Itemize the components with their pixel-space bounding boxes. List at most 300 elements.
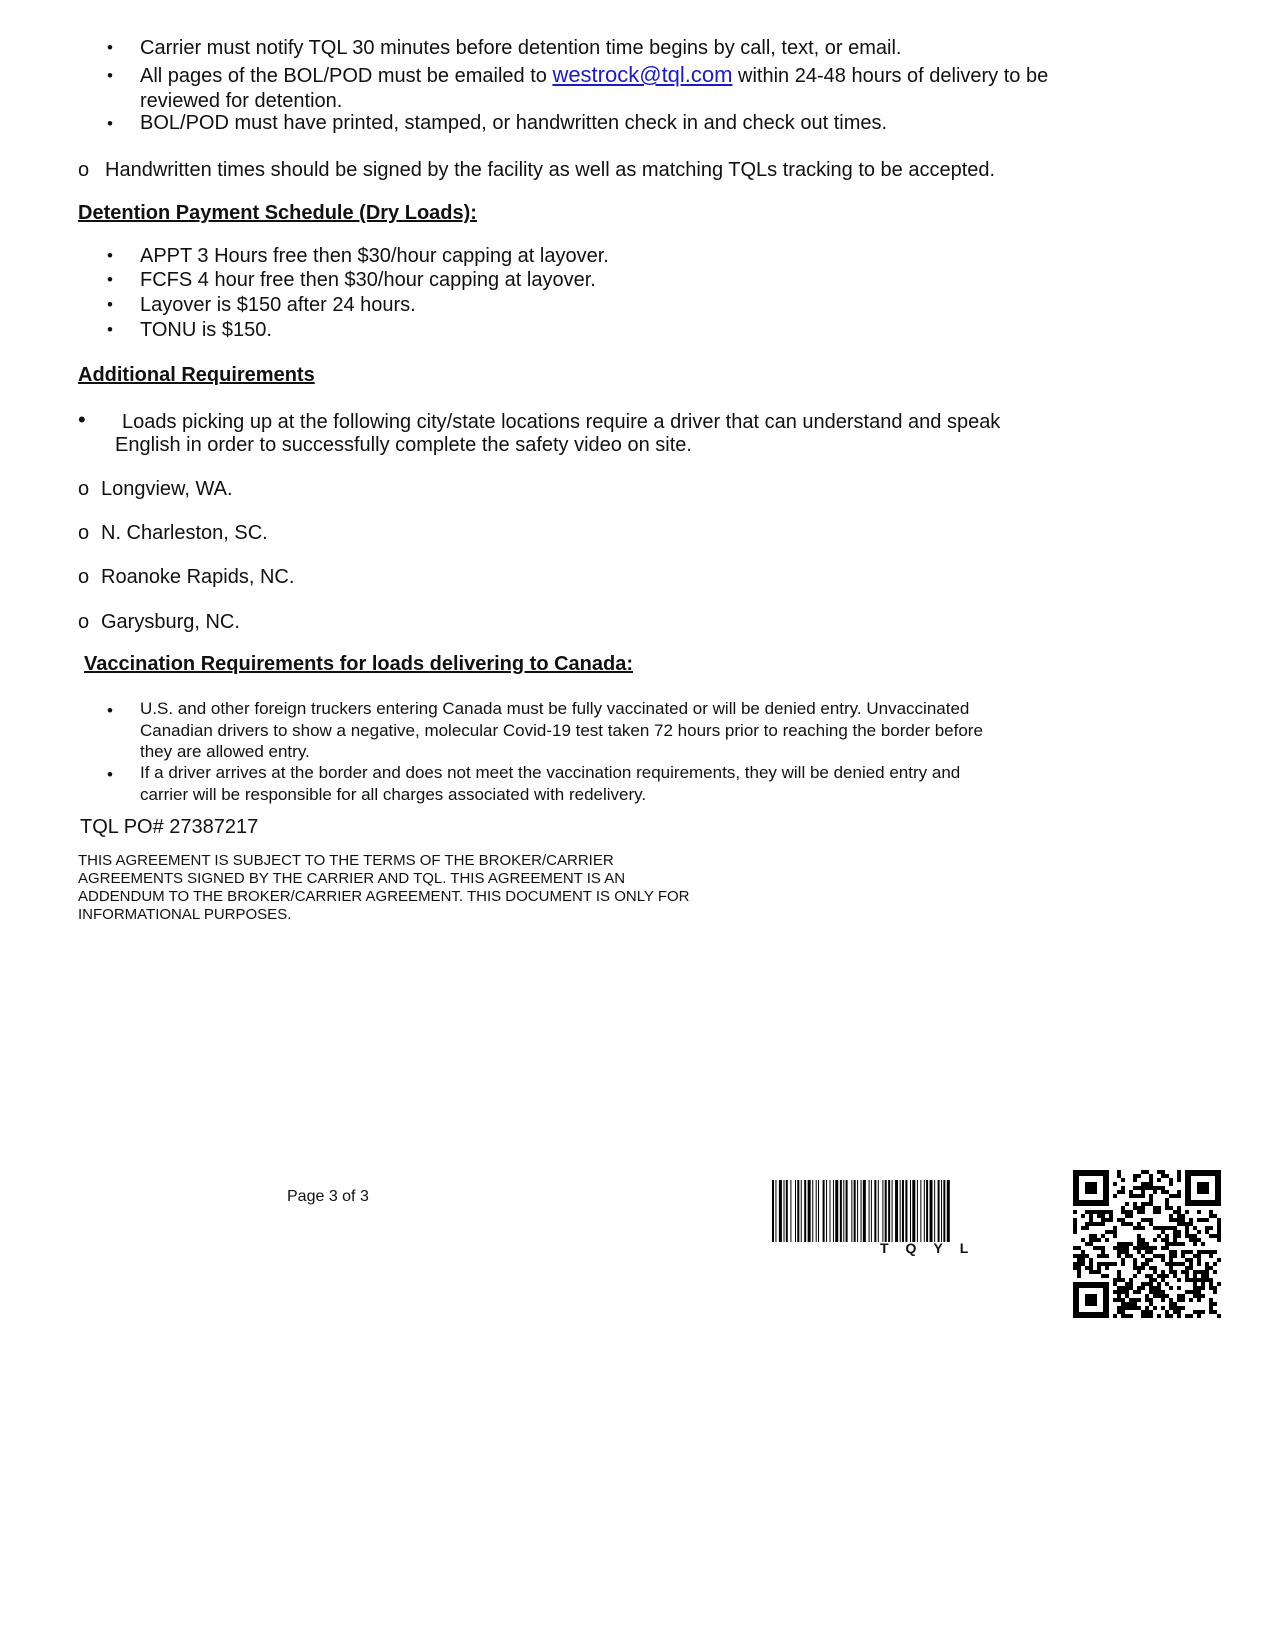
qr-module [1113, 1230, 1117, 1234]
qr-module [1201, 1294, 1205, 1298]
qr-module [1117, 1250, 1121, 1254]
qr-module [1157, 1226, 1161, 1230]
qr-module [1177, 1174, 1181, 1178]
barcode-bar [917, 1180, 918, 1242]
bullet-glyph: • [107, 66, 113, 85]
barcode-bar [812, 1180, 813, 1242]
qr-module [1097, 1210, 1101, 1214]
qr-module [1181, 1222, 1185, 1226]
qr-module [1117, 1278, 1121, 1282]
qr-module [1185, 1278, 1189, 1282]
qr-module [1169, 1214, 1173, 1218]
circle-glyph: o [78, 522, 90, 544]
qr-module [1157, 1314, 1161, 1318]
qr-module [1185, 1258, 1189, 1262]
vaccination-line: U.S. and other foreign truckers entering Canada must be fully vaccinated or will be denied entry. Unvaccinated [140, 699, 970, 718]
qr-module [1177, 1262, 1181, 1266]
qr-module [1101, 1222, 1105, 1226]
qr-module [1197, 1290, 1201, 1294]
qr-module [1189, 1234, 1193, 1238]
qr-module [1133, 1206, 1137, 1210]
qr-module [1217, 1282, 1221, 1286]
qr-module [1157, 1210, 1161, 1214]
qr-module [1161, 1246, 1165, 1250]
qr-module [1121, 1250, 1125, 1254]
qr-module [1201, 1274, 1205, 1278]
qr-module [1089, 1222, 1093, 1226]
qr-module [1145, 1274, 1149, 1278]
email-bullet-continued: reviewed for detention. [140, 90, 343, 112]
qr-module [1121, 1306, 1125, 1310]
qr-module [1101, 1262, 1105, 1266]
barcode-bar [938, 1180, 940, 1242]
qr-module [1181, 1250, 1185, 1254]
qr-module [1073, 1218, 1077, 1222]
qr-module [1137, 1194, 1141, 1198]
qr-module [1173, 1234, 1177, 1238]
qr-module [1209, 1266, 1213, 1270]
qr-module [1117, 1242, 1121, 1246]
qr-module [1201, 1250, 1205, 1254]
qr-module [1101, 1274, 1105, 1278]
qr-module [1197, 1286, 1201, 1290]
qr-module [1193, 1270, 1197, 1274]
qr-module [1157, 1186, 1161, 1190]
qr-module [1209, 1226, 1213, 1230]
barcode-text: TQYL [880, 1240, 986, 1256]
qr-module [1105, 1218, 1109, 1222]
barcode-bar [818, 1180, 819, 1242]
qr-module [1217, 1226, 1221, 1230]
qr-module [1185, 1234, 1189, 1238]
qr-module [1165, 1294, 1169, 1298]
barcode-bar [795, 1180, 796, 1242]
qr-module [1201, 1242, 1205, 1246]
qr-module [1165, 1274, 1169, 1278]
qr-module [1173, 1242, 1177, 1246]
qr-module [1169, 1258, 1173, 1262]
qr-module [1161, 1294, 1165, 1298]
barcode-bar [801, 1180, 802, 1242]
qr-module [1105, 1230, 1109, 1234]
additional-requirements-heading: Additional Requirements [78, 364, 315, 386]
qr-module [1165, 1174, 1169, 1178]
legal-line: ADDENDUM TO THE BROKER/CARRIER AGREEMENT. THIS DOCUMENT IS ONLY FOR [78, 888, 690, 905]
qr-module [1125, 1246, 1129, 1250]
qr-module [1081, 1262, 1085, 1266]
qr-module [1117, 1294, 1121, 1298]
qr-module [1177, 1298, 1181, 1302]
qr-module [1189, 1266, 1193, 1270]
qr-module [1121, 1186, 1125, 1190]
qr-module [1145, 1186, 1149, 1190]
qr-module [1101, 1250, 1105, 1254]
qr-module [1137, 1222, 1141, 1226]
qr-module [1189, 1258, 1193, 1262]
qr-module [1141, 1262, 1145, 1266]
barcode-bar [784, 1180, 785, 1242]
qr-module [1157, 1254, 1161, 1258]
qr-module [1141, 1218, 1145, 1222]
qr-module [1133, 1178, 1137, 1182]
qr-module [1129, 1194, 1133, 1198]
qr-module [1177, 1230, 1181, 1234]
barcode-bar [823, 1180, 825, 1242]
legal-line: INFORMATIONAL PURPOSES. [78, 906, 292, 923]
qr-module [1149, 1278, 1153, 1282]
qr-module [1169, 1178, 1173, 1182]
qr-module [1141, 1286, 1145, 1290]
qr-module [1169, 1266, 1173, 1270]
qr-module [1213, 1270, 1217, 1274]
qr-module [1145, 1294, 1149, 1298]
barcode-bar [786, 1180, 788, 1242]
barcode-bar [905, 1180, 907, 1242]
qr-module [1177, 1206, 1181, 1210]
qr-module [1177, 1194, 1181, 1198]
qr-module [1129, 1254, 1133, 1258]
qr-module [1201, 1286, 1205, 1290]
qr-module [1137, 1238, 1141, 1242]
qr-module [1081, 1238, 1085, 1242]
qr-module [1157, 1274, 1161, 1278]
qr-module [1089, 1214, 1093, 1218]
qr-module [1085, 1266, 1089, 1270]
qr-module [1189, 1238, 1193, 1242]
qr-module [1217, 1258, 1221, 1262]
qr-module [1125, 1294, 1129, 1298]
qr-module [1209, 1278, 1213, 1282]
bullet-glyph: • [107, 114, 113, 133]
qr-module [1113, 1298, 1117, 1302]
barcode-bar [804, 1180, 806, 1242]
qr-module [1169, 1194, 1173, 1198]
qr-module [1161, 1174, 1165, 1178]
qr-module [1077, 1270, 1081, 1274]
barcode-bar [900, 1180, 901, 1242]
qr-module [1137, 1234, 1141, 1238]
qr-module [1177, 1190, 1181, 1194]
qr-module [1133, 1194, 1137, 1198]
barcode-bar [840, 1180, 842, 1242]
qr-module [1185, 1250, 1189, 1254]
barcode-bar [912, 1180, 915, 1242]
qr-module [1205, 1266, 1209, 1270]
qr-module [1165, 1238, 1169, 1242]
qr-module [1097, 1270, 1101, 1274]
qr-module [1153, 1266, 1157, 1270]
qr-module [1189, 1262, 1193, 1266]
qr-module [1125, 1250, 1129, 1254]
qr-finder-center [1085, 1294, 1097, 1306]
qr-module [1149, 1182, 1153, 1186]
qr-module [1093, 1234, 1097, 1238]
vaccination-line: If a driver arrives at the border and does not meet the vaccination requirements, they will be denied entry and [140, 763, 961, 782]
qr-module [1153, 1238, 1157, 1242]
qr-module [1149, 1266, 1153, 1270]
qr-module [1133, 1186, 1137, 1190]
qr-module [1089, 1262, 1093, 1266]
qr-module [1145, 1202, 1149, 1206]
qr-module [1129, 1302, 1133, 1306]
qr-module [1193, 1294, 1197, 1298]
qr-module [1169, 1286, 1173, 1290]
qr-module [1113, 1262, 1117, 1266]
qr-module [1105, 1274, 1109, 1278]
qr-module [1097, 1266, 1101, 1270]
qr-module [1193, 1282, 1197, 1286]
qr-module [1149, 1282, 1153, 1286]
qr-module [1117, 1246, 1121, 1250]
qr-module [1129, 1286, 1133, 1290]
qr-module [1141, 1202, 1145, 1206]
qr-module [1173, 1194, 1177, 1198]
qr-module [1149, 1298, 1153, 1302]
bullet-glyph: • [107, 295, 113, 314]
qr-module [1197, 1262, 1201, 1266]
qr-module [1129, 1214, 1133, 1218]
qr-module [1209, 1306, 1213, 1310]
qr-module [1173, 1254, 1177, 1258]
qr-module [1121, 1302, 1125, 1306]
qr-module [1173, 1210, 1177, 1214]
qr-module [1129, 1222, 1133, 1226]
qr-module [1113, 1182, 1117, 1186]
qr-module [1185, 1210, 1189, 1214]
qr-module [1161, 1254, 1165, 1258]
qr-module [1145, 1218, 1149, 1222]
qr-module [1165, 1246, 1169, 1250]
qr-module [1121, 1298, 1125, 1302]
qr-module [1169, 1262, 1173, 1266]
qr-module [1149, 1314, 1153, 1318]
qr-module [1141, 1170, 1145, 1174]
qr-module [1121, 1222, 1125, 1226]
qr-module [1153, 1290, 1157, 1294]
qr-module [1217, 1234, 1221, 1238]
qr-module [1181, 1262, 1185, 1266]
qr-module [1189, 1250, 1193, 1254]
qr-module [1145, 1306, 1149, 1310]
qr-module [1217, 1218, 1221, 1222]
qr-module [1161, 1238, 1165, 1242]
barcode-bar [941, 1180, 942, 1242]
qr-module [1125, 1210, 1129, 1214]
qr-module [1149, 1194, 1153, 1198]
qr-module [1197, 1258, 1201, 1262]
qr-module [1161, 1274, 1165, 1278]
qr-module [1197, 1210, 1201, 1214]
qr-module [1169, 1226, 1173, 1230]
detention-schedule-heading: Detention Payment Schedule (Dry Loads): [78, 202, 477, 224]
qr-module [1077, 1274, 1081, 1278]
qr-module [1197, 1254, 1201, 1258]
qr-module [1137, 1186, 1141, 1190]
qr-module [1161, 1290, 1165, 1294]
schedule-item: APPT 3 Hours free then $30/hour capping at layover. [140, 245, 609, 267]
qr-module [1177, 1306, 1181, 1310]
qr-module [1189, 1290, 1193, 1294]
qr-module [1157, 1178, 1161, 1182]
barcode-bar [882, 1180, 883, 1242]
qr-module [1141, 1282, 1145, 1286]
qr-module [1185, 1270, 1189, 1274]
qr-module [1173, 1306, 1177, 1310]
qr-module [1089, 1258, 1093, 1262]
qr-module [1121, 1178, 1125, 1182]
qr-module [1213, 1290, 1217, 1294]
qr-module [1165, 1314, 1169, 1318]
qr-module [1209, 1282, 1213, 1286]
qr-module [1173, 1302, 1177, 1306]
qr-module [1169, 1302, 1173, 1306]
qr-module [1153, 1210, 1157, 1214]
qr-module [1085, 1254, 1089, 1258]
qr-module [1137, 1210, 1141, 1214]
qr-module [1085, 1226, 1089, 1230]
qr-module [1177, 1310, 1181, 1314]
qr-module [1089, 1234, 1093, 1238]
qr-module [1121, 1190, 1125, 1194]
bullet-glyph: • [107, 701, 113, 720]
qr-module [1093, 1210, 1097, 1214]
qr-module [1133, 1306, 1137, 1310]
qr-module [1149, 1174, 1153, 1178]
qr-finder-center [1085, 1182, 1097, 1194]
qr-module [1109, 1262, 1113, 1266]
qr-module [1153, 1246, 1157, 1250]
additional-line: Loads picking up at the following city/state locations require a driver that can understand and speak [122, 411, 1001, 433]
qr-module [1113, 1246, 1117, 1250]
qr-module [1209, 1250, 1213, 1254]
qr-module [1145, 1246, 1149, 1250]
qr-code-image [1073, 1170, 1221, 1318]
qr-module [1117, 1254, 1121, 1258]
qr-module [1141, 1226, 1145, 1230]
qr-module [1217, 1314, 1221, 1318]
qr-module [1121, 1278, 1125, 1282]
qr-module [1169, 1250, 1173, 1254]
qr-module [1177, 1222, 1181, 1226]
qr-module [1161, 1190, 1165, 1194]
qr-module [1125, 1302, 1129, 1306]
qr-module [1145, 1170, 1149, 1174]
vaccination-line: carrier will be responsible for all charges associated with redelivery. [140, 785, 647, 804]
qr-module [1089, 1210, 1093, 1214]
qr-module [1185, 1226, 1189, 1230]
qr-module [1141, 1254, 1145, 1258]
qr-module [1109, 1214, 1113, 1218]
barcode-bar [892, 1180, 893, 1242]
qr-module [1181, 1298, 1185, 1302]
schedule-item: FCFS 4 hour free then $30/hour capping at layover. [140, 269, 596, 291]
qr-module [1177, 1178, 1181, 1182]
qr-module [1149, 1250, 1153, 1254]
qr-module [1149, 1246, 1153, 1250]
qr-module [1153, 1206, 1157, 1210]
qr-module [1185, 1230, 1189, 1234]
qr-module [1165, 1242, 1169, 1246]
qr-module [1205, 1230, 1209, 1234]
barcode-bar [826, 1180, 827, 1242]
qr-module [1133, 1274, 1137, 1278]
qr-module [1185, 1290, 1189, 1294]
qr-module [1133, 1226, 1137, 1230]
qr-module [1145, 1282, 1149, 1286]
qr-module [1141, 1210, 1145, 1214]
qr-module [1165, 1282, 1169, 1286]
qr-module [1205, 1218, 1209, 1222]
qr-module [1081, 1214, 1085, 1218]
qr-module [1101, 1210, 1105, 1214]
qr-module [1145, 1314, 1149, 1318]
qr-module [1137, 1290, 1141, 1294]
qr-module [1117, 1274, 1121, 1278]
qr-module [1197, 1310, 1201, 1314]
qr-module [1117, 1190, 1121, 1194]
qr-module [1177, 1214, 1181, 1218]
barcode-bar [947, 1180, 950, 1242]
bullet-glyph: • [78, 407, 86, 432]
barcode-bar [830, 1180, 831, 1242]
qr-module [1177, 1234, 1181, 1238]
qr-module [1209, 1286, 1213, 1290]
qr-module [1173, 1310, 1177, 1314]
qr-module [1149, 1218, 1153, 1222]
qr-module [1197, 1218, 1201, 1222]
qr-module [1117, 1290, 1121, 1294]
qr-module [1121, 1262, 1125, 1266]
barcode-bar [816, 1180, 817, 1242]
qr-module [1177, 1278, 1181, 1282]
qr-module [1145, 1182, 1149, 1186]
qr-module [1161, 1258, 1165, 1262]
qr-module [1073, 1210, 1077, 1214]
qr-module [1157, 1206, 1161, 1210]
circle-glyph: o [78, 159, 90, 181]
barcode-bar [874, 1180, 876, 1242]
qr-module [1109, 1218, 1113, 1222]
qr-module [1101, 1234, 1105, 1238]
qr-module [1089, 1238, 1093, 1242]
qr-module [1145, 1258, 1149, 1262]
qr-module [1173, 1270, 1177, 1274]
legal-line: AGREEMENTS SIGNED BY THE CARRIER AND TQL. THIS AGREEMENT IS AN [78, 870, 626, 887]
qr-module [1193, 1226, 1197, 1230]
qr-module [1093, 1246, 1097, 1250]
barcode-bar [854, 1180, 856, 1242]
qr-module [1177, 1170, 1181, 1174]
email-link[interactable]: westrock@tql.com [552, 62, 733, 87]
qr-module [1113, 1234, 1117, 1238]
qr-module [1149, 1310, 1153, 1314]
qr-module [1193, 1274, 1197, 1278]
qr-module [1157, 1294, 1161, 1298]
qr-module [1173, 1230, 1177, 1234]
barcode-bar [902, 1180, 904, 1242]
qr-module [1213, 1234, 1217, 1238]
qr-module [1153, 1186, 1157, 1190]
qr-module [1101, 1254, 1105, 1258]
qr-module [1161, 1278, 1165, 1282]
qr-module [1133, 1298, 1137, 1302]
qr-module [1217, 1230, 1221, 1234]
qr-module [1153, 1294, 1157, 1298]
qr-module [1205, 1250, 1209, 1254]
qr-module [1157, 1170, 1161, 1174]
qr-module [1197, 1298, 1201, 1302]
legal-line: THIS AGREEMENT IS SUBJECT TO THE TERMS OF THE BROKER/CARRIER [78, 852, 614, 869]
